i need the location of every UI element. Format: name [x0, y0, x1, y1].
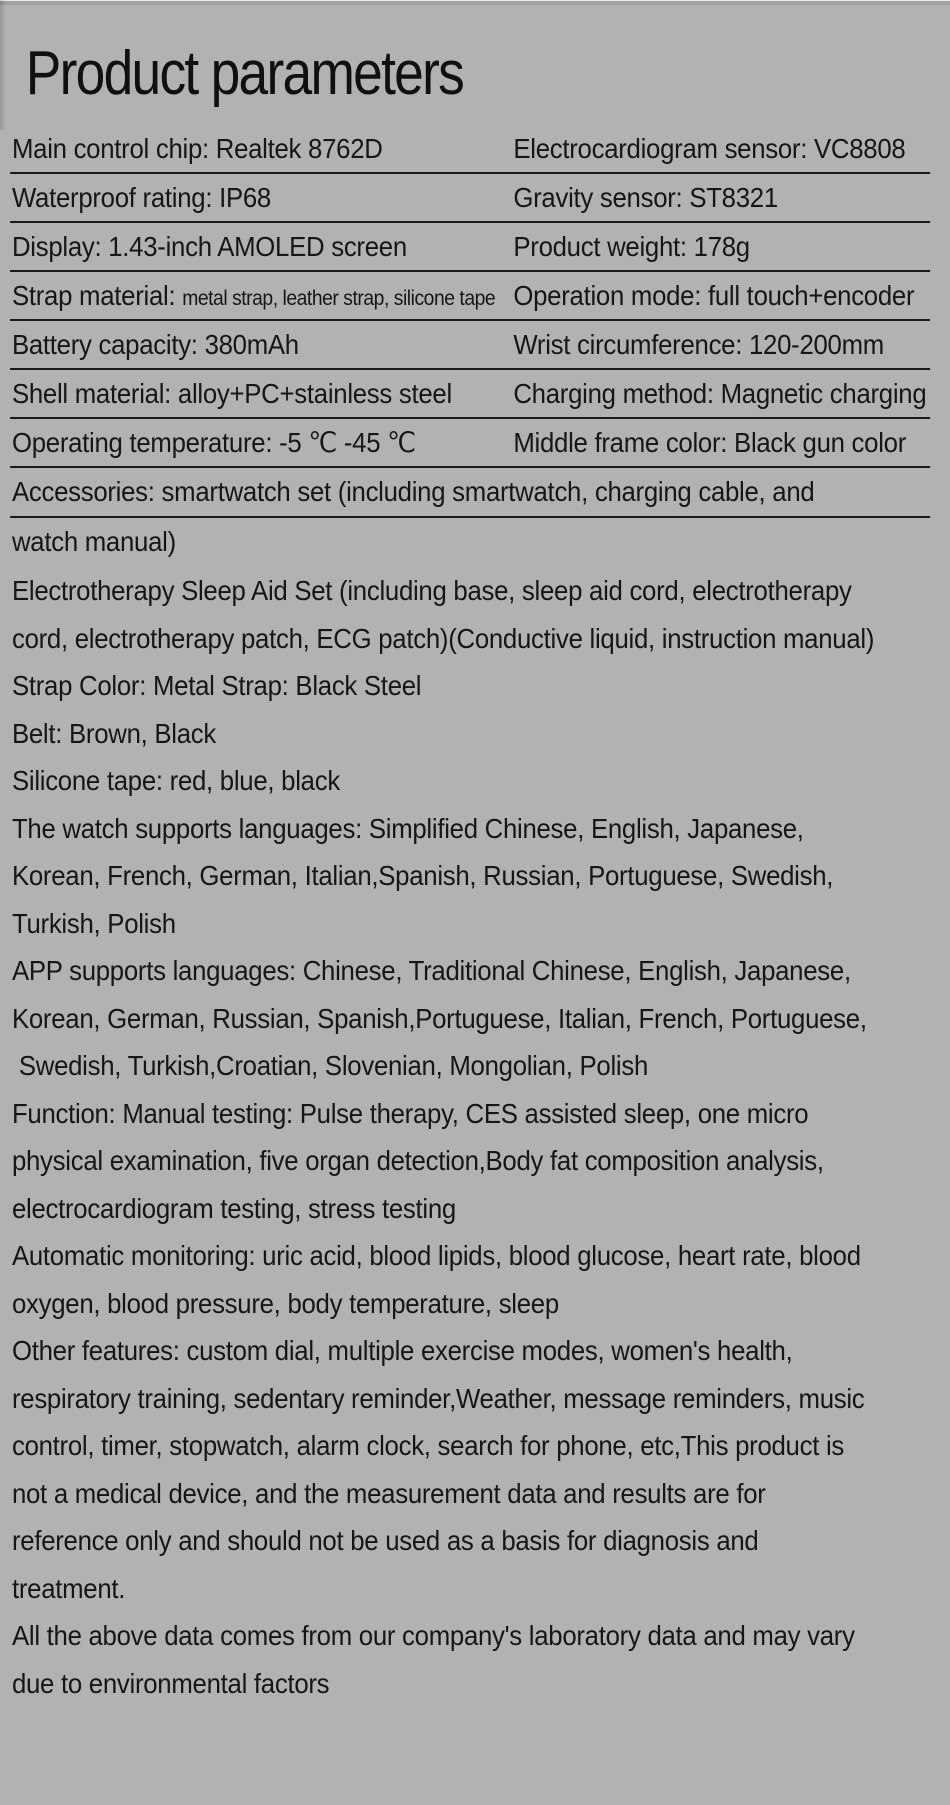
spec-value-right: Electrocardiogram sensor: VC8808 [513, 133, 906, 164]
spec-cell-left [12, 370, 452, 417]
spec-label-small: metal strap, leather strap, silicone tape [182, 287, 496, 310]
spec-value-right: Gravity sensor: ST8321 [513, 182, 778, 213]
paragraph-line: Automatic monitoring: uric acid, blood lipids, blood glucose, heart rate, blood [11, 1240, 861, 1271]
content-area [0, 125, 950, 1707]
spec-value-right: Middle frame color: Black gun color [513, 427, 907, 458]
paragraph-line: control, timer, stopwatch, alarm clock, search for phone, etc,This product is [11, 1430, 845, 1461]
paragraph-line: Korean, French, German, Italian,Spanish, Russian, Portuguese, Swedish, [11, 860, 834, 891]
spec-value-right: Operation mode: full touch+encoder [513, 280, 915, 311]
spec-value-right: Wrist circumference: 120-200mm [513, 329, 884, 360]
paragraph-line: reference only and should not be used as a basis for diagnosis and [11, 1525, 759, 1556]
paragraph-line: physical examination, five organ detection,Body fat composition analysis, [11, 1145, 824, 1176]
spec-row [10, 370, 930, 419]
spec-cell-left [12, 272, 495, 322]
paragraph-line: Korean, German, Russian, Spanish,Portuguese, Italian, French, Portuguese, [11, 1002, 867, 1034]
accessories-line2: watch manual) [11, 526, 176, 557]
accessories-continuation-row [10, 518, 930, 565]
spec-row [10, 125, 930, 174]
paragraph-line: oxygen, blood pressure, body temperature, sleep [11, 1287, 559, 1319]
paragraph-line: Silicone tape: red, blue, black [11, 765, 340, 796]
page-title: Product parameters [25, 39, 464, 108]
paragraph-line: Belt: Brown, Black [11, 717, 217, 749]
spec-cell-left [12, 321, 299, 368]
spec-label: Battery capacity: 380mAh [11, 329, 299, 360]
spec-row [10, 321, 930, 370]
paragraph-line: cord, electrotherapy patch, ECG patch)(Conductive liquid, instruction manual) [11, 622, 875, 654]
paragraph-line: All the above data comes from our company's laboratory data and may vary [11, 1620, 855, 1651]
description-block [10, 567, 941, 1707]
spec-label: Operating temperature: -5 ℃ -45 ℃ [11, 427, 416, 458]
spec-table [10, 125, 930, 565]
spec-label: Shell material: alloy+PC+stainless steel [11, 378, 452, 409]
spec-row [10, 174, 930, 223]
paragraph-line: The watch supports languages: Simplified Chinese, English, Japanese, [11, 812, 804, 844]
spec-row [10, 272, 930, 321]
paragraph-line: electrocardiogram testing, stress testing [11, 1192, 456, 1224]
spec-label: Main control chip: Realtek 8762D [11, 133, 383, 164]
paragraph-line: treatment. [11, 1572, 126, 1604]
accessories-line1: Accessories: smartwatch set (including smartwatch, charging cable, and [11, 476, 815, 507]
spec-cell-left [12, 419, 416, 466]
paragraph-line: not a medical device, and the measurement data and results are for [11, 1477, 766, 1509]
spec-cell-left [12, 174, 271, 221]
accessories-row [10, 468, 930, 518]
paragraph-line: Other features: custom dial, multiple exercise modes, women's health, [11, 1335, 793, 1366]
paragraph-line: APP supports languages: Chinese, Traditional Chinese, English, Japanese, [11, 955, 851, 986]
spec-cell-left [12, 125, 383, 172]
paragraph-line: Function: Manual testing: Pulse therapy, CES assisted sleep, one micro [11, 1097, 809, 1129]
paragraph-line: Turkish, Polish [11, 907, 176, 939]
paragraph-line: Electrotherapy Sleep Aid Set (including base, sleep aid cord, electrotherapy [11, 575, 852, 606]
spec-label: Waterproof rating: IP68 [11, 182, 271, 213]
spec-label: Strap material: [11, 280, 183, 311]
paragraph-line: due to environmental factors [11, 1667, 330, 1699]
spec-value-right: Product weight: 178g [513, 231, 750, 262]
paragraph-line: respiratory training, sedentary reminder,Weather, message reminders, music [11, 1382, 865, 1414]
paragraph-line: Strap Color: Metal Strap: Black Steel [11, 670, 422, 701]
spec-row [10, 223, 930, 272]
spec-row [10, 419, 930, 468]
paragraph-line: Swedish, Turkish,Croatian, Slovenian, Mongolian, Polish [11, 1050, 649, 1081]
spec-label: Display: 1.43-inch AMOLED screen [11, 231, 407, 262]
spec-value-right: Charging method: Magnetic charging [513, 378, 927, 409]
spec-cell-left [12, 223, 407, 270]
